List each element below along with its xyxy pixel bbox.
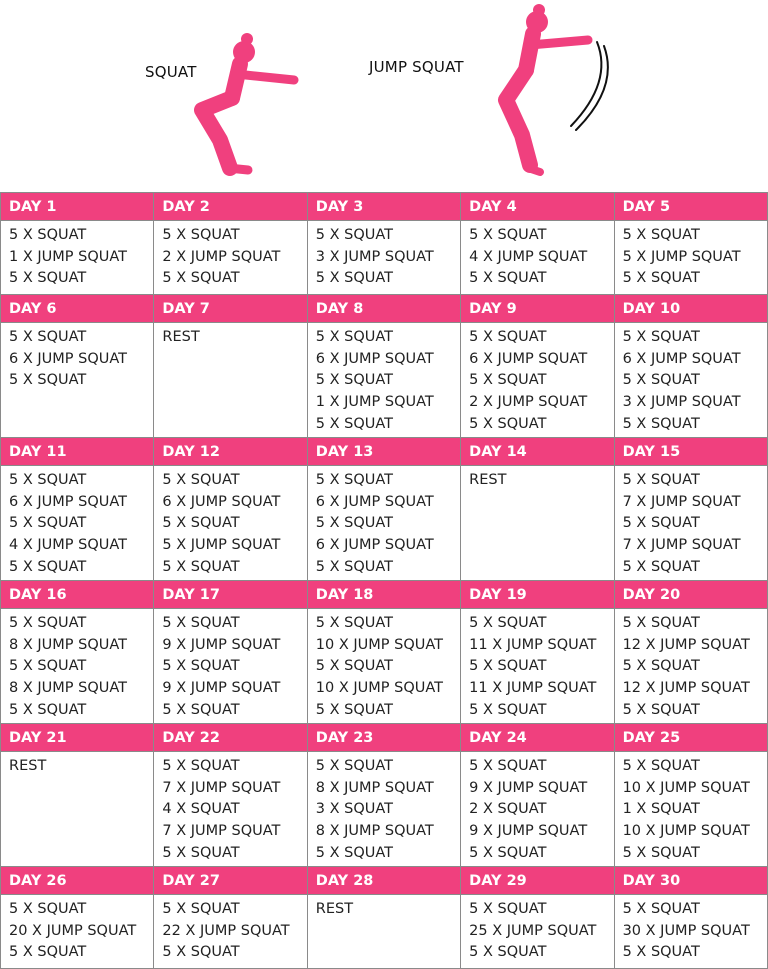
day-label: DAY 12 [154, 438, 307, 466]
day-label: DAY 27 [154, 867, 307, 895]
day-label: DAY 9 [461, 295, 614, 323]
workout-line: 5 X SQUAT [9, 944, 87, 961]
workout-line: 6 X JUMP SQUAT [469, 350, 588, 367]
day-workout-cell [1, 466, 154, 581]
day-label: DAY 20 [614, 581, 767, 609]
day-workout-cell [307, 323, 460, 438]
day-header-row [1, 581, 768, 609]
workout-line: 5 X SQUAT [315, 515, 394, 532]
day-label: DAY 16 [1, 581, 154, 609]
workout-line: 5 X SQUAT [469, 270, 547, 287]
workout-line: 2 X SQUAT [469, 801, 547, 818]
workout-line: 7 X JUMP SQUAT [162, 779, 281, 796]
workout-line: 5 X SQUAT [162, 901, 240, 917]
workout-line: 6 X JUMP SQUAT [315, 493, 434, 510]
workout-line: 8 X JUMP SQUAT [315, 823, 434, 840]
workout-line: 9 X JUMP SQUAT [469, 823, 588, 840]
workout-line: 6 X JUMP SQUAT [9, 350, 128, 367]
workout-line: 5 X SQUAT [9, 658, 87, 675]
workout-line: 9 X JUMP SQUAT [162, 680, 281, 697]
workout-line: 9 X JUMP SQUAT [469, 779, 588, 796]
day-workout-cell [614, 466, 767, 581]
workout-line: 1 X SQUAT [622, 801, 700, 818]
workout-line: 5 X SQUAT [162, 558, 240, 575]
workout-line: 5 X SQUAT [9, 227, 87, 243]
day-label: DAY 28 [307, 867, 460, 895]
workout-line: 5 X SQUAT [162, 270, 240, 287]
challenge-calendar [0, 192, 768, 969]
workout-line: 7 X JUMP SQUAT [622, 493, 741, 510]
workout-line: 5 X SQUAT [622, 901, 700, 917]
workout-line: 5 X SQUAT [162, 844, 240, 861]
workout-line: 5 X SQUAT [315, 472, 394, 488]
workout-line: 5 X SQUAT [162, 615, 240, 631]
workout-line: 5 X SQUAT [9, 372, 87, 389]
workout-line: 5 X SQUAT [469, 329, 547, 345]
workout-line: 4 X SQUAT [162, 801, 240, 818]
workout-line: 5 X SQUAT [622, 270, 700, 287]
workout-line: 9 X JUMP SQUAT [162, 636, 281, 653]
day-workout-row [1, 221, 768, 295]
day-workout-cell [1, 221, 154, 295]
day-workout-row [1, 466, 768, 581]
day-label: DAY 11 [1, 438, 154, 466]
day-label: DAY 18 [307, 581, 460, 609]
workout-line: 5 X SQUAT [622, 415, 700, 432]
workout-line: REST [9, 758, 47, 774]
day-header-row [1, 295, 768, 323]
day-label: DAY 19 [461, 581, 614, 609]
day-label: DAY 22 [154, 724, 307, 752]
day-workout-cell [307, 466, 460, 581]
day-workout-cell [461, 221, 614, 295]
workout-line: 12 X JUMP SQUAT [622, 680, 750, 697]
day-label: DAY 5 [614, 193, 767, 221]
workout-line: 6 X JUMP SQUAT [9, 493, 128, 510]
workout-line: 5 X SQUAT [162, 515, 240, 532]
workout-line: 5 X SQUAT [315, 615, 394, 631]
workout-line: 5 X SQUAT [469, 615, 547, 631]
workout-line: 5 X SQUAT [469, 944, 547, 961]
workout-line: 5 X SQUAT [162, 758, 240, 774]
day-label: DAY 7 [154, 295, 307, 323]
workout-line: 5 X SQUAT [469, 758, 547, 774]
workout-line: 5 X SQUAT [622, 515, 700, 532]
workout-line: 5 X JUMP SQUAT [622, 248, 741, 265]
workout-line: 22 X JUMP SQUAT [162, 922, 290, 939]
workout-line: 5 X SQUAT [9, 472, 87, 488]
workout-line: 5 X SQUAT [469, 372, 547, 389]
workout-line: REST [315, 901, 354, 917]
day-label: DAY 24 [461, 724, 614, 752]
day-label: DAY 10 [614, 295, 767, 323]
workout-line: 5 X SQUAT [315, 658, 394, 675]
day-label: DAY 15 [614, 438, 767, 466]
day-workout-cell [614, 752, 767, 867]
workout-line: 8 X JUMP SQUAT [9, 680, 128, 697]
workout-line: 5 X SQUAT [162, 701, 240, 718]
workout-line: 5 X SQUAT [622, 615, 700, 631]
workout-line: 5 X SQUAT [622, 944, 700, 961]
workout-line: 5 X SQUAT [315, 701, 394, 718]
workout-line: 6 X JUMP SQUAT [622, 350, 741, 367]
day-workout-cell [461, 466, 614, 581]
day-label: DAY 14 [461, 438, 614, 466]
workout-line: 5 X SQUAT [469, 901, 547, 917]
day-label: DAY 17 [154, 581, 307, 609]
workout-line: 4 X JUMP SQUAT [9, 537, 128, 554]
workout-line: 5 X SQUAT [469, 658, 547, 675]
workout-line: 5 X SQUAT [622, 701, 700, 718]
workout-line: 5 X SQUAT [315, 558, 394, 575]
workout-line: 4 X JUMP SQUAT [469, 248, 588, 265]
day-workout-cell [614, 221, 767, 295]
workout-line: 5 X SQUAT [315, 270, 394, 287]
workout-line: 5 X SQUAT [315, 758, 394, 774]
workout-line: 2 X JUMP SQUAT [469, 394, 588, 411]
workout-line: 5 X SQUAT [9, 615, 87, 631]
day-workout-cell [614, 895, 767, 969]
day-label: DAY 4 [461, 193, 614, 221]
workout-line: 5 X SQUAT [469, 227, 547, 243]
workout-line: 3 X JUMP SQUAT [315, 248, 434, 265]
workout-line: 7 X JUMP SQUAT [622, 537, 741, 554]
workout-line: REST [162, 329, 200, 345]
day-workout-cell [154, 895, 307, 969]
workout-line: 5 X SQUAT [315, 329, 394, 345]
day-workout-row [1, 752, 768, 867]
workout-line: 5 X SQUAT [9, 701, 87, 718]
workout-line: 5 X SQUAT [469, 844, 547, 861]
day-workout-cell [1, 323, 154, 438]
workout-line: 5 X JUMP SQUAT [162, 537, 281, 554]
day-workout-cell [461, 895, 614, 969]
day-label: DAY 1 [1, 193, 154, 221]
day-label: DAY 3 [307, 193, 460, 221]
workout-line: 5 X SQUAT [622, 372, 700, 389]
workout-line: 3 X SQUAT [315, 801, 394, 818]
day-workout-cell [154, 752, 307, 867]
workout-line: 10 X JUMP SQUAT [622, 779, 750, 796]
workout-line: 5 X SQUAT [162, 227, 240, 243]
day-header-row [1, 724, 768, 752]
workout-line: 5 X SQUAT [622, 329, 700, 345]
day-label: DAY 23 [307, 724, 460, 752]
day-label: DAY 30 [614, 867, 767, 895]
day-label: DAY 26 [1, 867, 154, 895]
workout-line: 2 X JUMP SQUAT [162, 248, 281, 265]
workout-line: 10 X JUMP SQUAT [622, 823, 750, 840]
workout-line: 5 X SQUAT [469, 415, 547, 432]
workout-line: 20 X JUMP SQUAT [9, 922, 137, 939]
day-label: DAY 6 [1, 295, 154, 323]
workout-line: 5 X SQUAT [622, 227, 700, 243]
day-header-row [1, 867, 768, 895]
workout-line: 5 X SQUAT [9, 270, 87, 287]
jump-squat-label: JUMP SQUAT [369, 58, 464, 76]
workout-line: 25 X JUMP SQUAT [469, 922, 597, 939]
workout-line: 5 X SQUAT [9, 901, 87, 917]
workout-line: 5 X SQUAT [162, 944, 240, 961]
workout-line: 5 X SQUAT [315, 415, 394, 432]
illustration-header [0, 0, 768, 192]
workout-line: 5 X SQUAT [9, 515, 87, 532]
workout-line: 5 X SQUAT [622, 758, 700, 774]
day-workout-cell [461, 323, 614, 438]
day-workout-cell [154, 609, 307, 724]
workout-line: 5 X SQUAT [622, 558, 700, 575]
workout-line: 6 X JUMP SQUAT [162, 493, 281, 510]
workout-line: 5 X SQUAT [162, 472, 240, 488]
workout-line: 5 X SQUAT [469, 701, 547, 718]
day-workout-cell [1, 609, 154, 724]
workout-line: 30 X JUMP SQUAT [622, 922, 750, 939]
day-workout-cell [154, 466, 307, 581]
workout-line: 5 X SQUAT [9, 558, 87, 575]
day-label: DAY 29 [461, 867, 614, 895]
workout-line: 10 X JUMP SQUAT [315, 636, 444, 653]
workout-line: 8 X JUMP SQUAT [315, 779, 434, 796]
workout-line: 3 X JUMP SQUAT [622, 394, 741, 411]
workout-line: REST [469, 472, 507, 488]
day-label: DAY 8 [307, 295, 460, 323]
day-workout-cell [1, 752, 154, 867]
workout-line: 5 X SQUAT [162, 658, 240, 675]
day-workout-row [1, 895, 768, 969]
workout-line: 5 X SQUAT [315, 372, 394, 389]
day-workout-cell [614, 609, 767, 724]
day-header-row [1, 193, 768, 221]
day-workout-row [1, 323, 768, 438]
workout-line: 5 X SQUAT [622, 844, 700, 861]
workout-line: 5 X SQUAT [622, 658, 700, 675]
squat-label: SQUAT [145, 63, 197, 81]
workout-line: 5 X SQUAT [315, 227, 394, 243]
workout-line: 1 X JUMP SQUAT [9, 248, 128, 265]
day-label: DAY 2 [154, 193, 307, 221]
day-workout-cell [307, 752, 460, 867]
workout-line: 5 X SQUAT [315, 844, 394, 861]
day-workout-cell [307, 609, 460, 724]
workout-line: 10 X JUMP SQUAT [315, 680, 444, 697]
day-label: DAY 13 [307, 438, 460, 466]
workout-line: 6 X JUMP SQUAT [315, 350, 434, 367]
workout-line: 1 X JUMP SQUAT [315, 394, 434, 411]
jump-squat-figure-icon [480, 0, 630, 180]
squat-figure-icon [190, 30, 305, 178]
day-workout-row [1, 609, 768, 724]
day-workout-cell [307, 221, 460, 295]
day-workout-cell [461, 752, 614, 867]
workout-line: 11 X JUMP SQUAT [469, 636, 597, 653]
workout-line: 5 X SQUAT [622, 472, 700, 488]
workout-line: 12 X JUMP SQUAT [622, 636, 750, 653]
workout-line: 7 X JUMP SQUAT [162, 823, 281, 840]
day-workout-cell [154, 323, 307, 438]
workout-line: 11 X JUMP SQUAT [469, 680, 597, 697]
workout-line: 6 X JUMP SQUAT [315, 537, 434, 554]
day-workout-cell [614, 323, 767, 438]
day-label: DAY 21 [1, 724, 154, 752]
day-header-row [1, 438, 768, 466]
day-workout-cell [1, 895, 154, 969]
workout-line: 8 X JUMP SQUAT [9, 636, 128, 653]
workout-line: 5 X SQUAT [9, 329, 87, 345]
day-label: DAY 25 [614, 724, 767, 752]
day-workout-cell [154, 221, 307, 295]
day-workout-cell [307, 895, 460, 969]
day-workout-cell [461, 609, 614, 724]
